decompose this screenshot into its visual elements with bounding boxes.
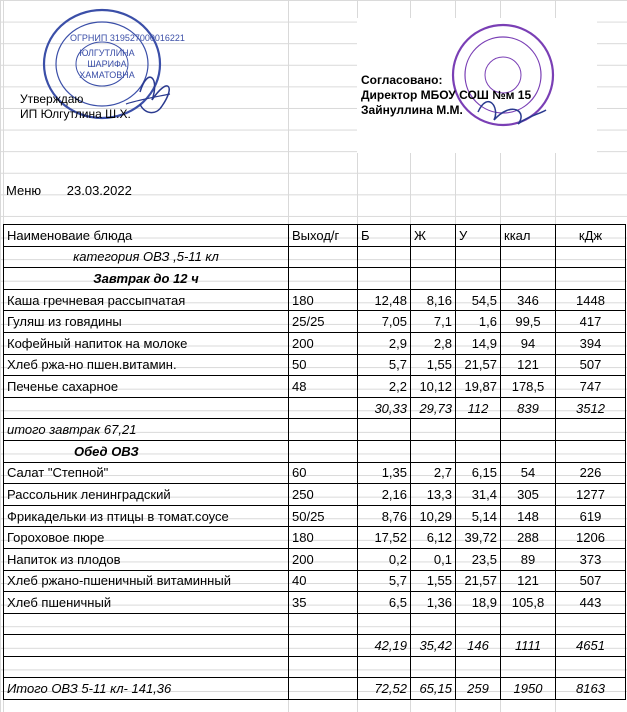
dish-b: 2,9 bbox=[358, 332, 411, 354]
dish-out: 50/25 bbox=[289, 505, 358, 527]
table-row bbox=[4, 592, 626, 614]
category-label: категория ОВЗ ,5-11 кл bbox=[4, 246, 289, 268]
dish-out: 25/25 bbox=[289, 311, 358, 333]
dish-name: Салат "Степной" bbox=[4, 462, 289, 484]
dish-zh: 13,3 bbox=[411, 484, 456, 506]
dish-kcal: 105,8 bbox=[501, 592, 556, 614]
dish-u: 5,14 bbox=[456, 505, 501, 527]
left-stamp-text: ЮЛГУТЛИНА ШАРИФА ХАМАТОВНА bbox=[79, 48, 135, 80]
total-u: 112 bbox=[456, 397, 501, 419]
dish-u: 23,5 bbox=[456, 548, 501, 570]
dish-out: 48 bbox=[289, 376, 358, 398]
dish-u: 19,87 bbox=[456, 376, 501, 398]
grand-total-kcal: 1950 bbox=[501, 678, 556, 700]
dish-zh: 10,29 bbox=[411, 505, 456, 527]
dish-zh: 8,16 bbox=[411, 289, 456, 311]
dish-name: Хлеб ржа-но пшен.витамин. bbox=[4, 354, 289, 376]
total-b: 30,33 bbox=[358, 397, 411, 419]
dish-b: 7,05 bbox=[358, 311, 411, 333]
dish-u: 21,57 bbox=[456, 354, 501, 376]
dish-u: 21,57 bbox=[456, 570, 501, 592]
dish-zh: 2,7 bbox=[411, 462, 456, 484]
menu-table bbox=[3, 224, 626, 700]
dish-kcal: 305 bbox=[501, 484, 556, 506]
right-seal-icon bbox=[448, 20, 558, 130]
total-kcal: 1111 bbox=[501, 635, 556, 657]
dish-name: Гороховое пюре bbox=[4, 527, 289, 549]
empty-row bbox=[4, 656, 626, 678]
breakfast-title: Завтрак до 12 ч bbox=[4, 268, 289, 290]
agreed-label: Согласовано: bbox=[361, 73, 443, 87]
col-header: Б bbox=[358, 225, 411, 247]
grand-total-row bbox=[4, 678, 626, 700]
total-label-row bbox=[4, 419, 626, 441]
dish-kcal: 288 bbox=[501, 527, 556, 549]
dish-u: 18,9 bbox=[456, 592, 501, 614]
dish-kcal: 94 bbox=[501, 332, 556, 354]
dish-u: 1,6 bbox=[456, 311, 501, 333]
total-u: 146 bbox=[456, 635, 501, 657]
dish-kj: 226 bbox=[556, 462, 626, 484]
totals-row bbox=[4, 397, 626, 419]
dish-b: 0,2 bbox=[358, 548, 411, 570]
dish-kj: 443 bbox=[556, 592, 626, 614]
total-kj: 4651 bbox=[556, 635, 626, 657]
menu-title bbox=[6, 183, 154, 198]
total-zh: 35,42 bbox=[411, 635, 456, 657]
dish-zh: 2,8 bbox=[411, 332, 456, 354]
dish-zh: 1,36 bbox=[411, 592, 456, 614]
dish-b: 1,35 bbox=[358, 462, 411, 484]
dish-out: 50 bbox=[289, 354, 358, 376]
dish-kj: 1206 bbox=[556, 527, 626, 549]
dish-kcal: 89 bbox=[501, 548, 556, 570]
dish-out: 250 bbox=[289, 484, 358, 506]
dish-b: 5,7 bbox=[358, 354, 411, 376]
section-row bbox=[4, 268, 626, 290]
dish-out: 180 bbox=[289, 527, 358, 549]
dish-name: Фрикадельки из птицы в томат.соусе bbox=[4, 505, 289, 527]
dish-name: Печенье сахарное bbox=[4, 376, 289, 398]
grand-total-u: 259 bbox=[456, 678, 501, 700]
dish-name: Напиток из плодов bbox=[4, 548, 289, 570]
table-row bbox=[4, 289, 626, 311]
table-row bbox=[4, 376, 626, 398]
dish-out: 60 bbox=[289, 462, 358, 484]
menu-label: Меню bbox=[6, 183, 42, 198]
dish-b: 2,2 bbox=[358, 376, 411, 398]
dish-b: 17,52 bbox=[358, 527, 411, 549]
table-row bbox=[4, 311, 626, 333]
dish-kj: 507 bbox=[556, 354, 626, 376]
dish-u: 31,4 bbox=[456, 484, 501, 506]
dish-b: 8,76 bbox=[358, 505, 411, 527]
dish-name: Гуляш из говядины bbox=[4, 311, 289, 333]
col-header: У bbox=[456, 225, 501, 247]
dish-u: 39,72 bbox=[456, 527, 501, 549]
dish-out: 35 bbox=[289, 592, 358, 614]
totals-row bbox=[4, 635, 626, 657]
col-header: Выход/г bbox=[289, 225, 358, 247]
table-row bbox=[4, 462, 626, 484]
section-row bbox=[4, 440, 626, 462]
dish-kcal: 99,5 bbox=[501, 311, 556, 333]
table-row bbox=[4, 505, 626, 527]
dish-kj: 507 bbox=[556, 570, 626, 592]
dish-kcal: 346 bbox=[501, 289, 556, 311]
grand-total-b: 72,52 bbox=[358, 678, 411, 700]
header-stamps bbox=[0, 0, 627, 175]
dish-zh: 1,55 bbox=[411, 570, 456, 592]
approve-label: Утверждаю bbox=[20, 92, 84, 106]
dish-u: 14,9 bbox=[456, 332, 501, 354]
table-row bbox=[4, 527, 626, 549]
dish-out: 200 bbox=[289, 548, 358, 570]
header-row bbox=[4, 225, 626, 247]
dish-zh: 0,1 bbox=[411, 548, 456, 570]
dish-name: Хлеб пшеничный bbox=[4, 592, 289, 614]
dish-name: Кофейный напиток на молоке bbox=[4, 332, 289, 354]
dish-u: 6,15 bbox=[456, 462, 501, 484]
grand-total-kj: 8163 bbox=[556, 678, 626, 700]
dish-out: 40 bbox=[289, 570, 358, 592]
dish-kcal: 148 bbox=[501, 505, 556, 527]
col-header: Наименоваие блюда bbox=[4, 225, 289, 247]
lunch-title: Обед ОВЗ bbox=[4, 440, 289, 462]
dish-zh: 6,12 bbox=[411, 527, 456, 549]
col-header: Ж bbox=[411, 225, 456, 247]
dish-kj: 373 bbox=[556, 548, 626, 570]
dish-name: Рассольник ленинградский bbox=[4, 484, 289, 506]
dish-out: 180 bbox=[289, 289, 358, 311]
dish-out: 200 bbox=[289, 332, 358, 354]
dish-b: 2,16 bbox=[358, 484, 411, 506]
dish-b: 6,5 bbox=[358, 592, 411, 614]
empty-row bbox=[4, 613, 626, 635]
dish-kj: 1448 bbox=[556, 289, 626, 311]
col-header: ккал bbox=[501, 225, 556, 247]
dish-name: Каша гречневая рассыпчатая bbox=[4, 289, 289, 311]
category-row bbox=[4, 246, 626, 268]
grand-total-label: Итого ОВЗ 5-11 кл- 141,36 bbox=[4, 678, 289, 700]
dish-kcal: 121 bbox=[501, 570, 556, 592]
table-row bbox=[4, 354, 626, 376]
col-header: кДж bbox=[556, 225, 626, 247]
dish-zh: 1,55 bbox=[411, 354, 456, 376]
dish-kj: 394 bbox=[556, 332, 626, 354]
dish-kcal: 121 bbox=[501, 354, 556, 376]
total-kj: 3512 bbox=[556, 397, 626, 419]
table-row bbox=[4, 548, 626, 570]
agreed-line1: Директор МБОУ СОШ №м 15 bbox=[361, 88, 532, 102]
dish-zh: 10,12 bbox=[411, 376, 456, 398]
total-zh: 29,73 bbox=[411, 397, 456, 419]
dish-zh: 7,1 bbox=[411, 311, 456, 333]
breakfast-total-label: итого завтрак 67,21 bbox=[4, 419, 289, 441]
dish-b: 12,48 bbox=[358, 289, 411, 311]
table-row bbox=[4, 484, 626, 506]
dish-b: 5,7 bbox=[358, 570, 411, 592]
total-kcal: 839 bbox=[501, 397, 556, 419]
grand-total-zh: 65,15 bbox=[411, 678, 456, 700]
dish-u: 54,5 bbox=[456, 289, 501, 311]
dish-kcal: 178,5 bbox=[501, 376, 556, 398]
table-row bbox=[4, 570, 626, 592]
dish-kcal: 54 bbox=[501, 462, 556, 484]
dish-kj: 1277 bbox=[556, 484, 626, 506]
dish-name: Хлеб ржано-пшеничный витаминный bbox=[4, 570, 289, 592]
left-stamp-ogrnip: ОГРНИП 319527000016221 bbox=[70, 33, 185, 43]
total-b: 42,19 bbox=[358, 635, 411, 657]
approve-name: ИП Юлгутлина Ш.Х. bbox=[20, 107, 131, 121]
dish-kj: 619 bbox=[556, 505, 626, 527]
dish-kj: 747 bbox=[556, 376, 626, 398]
agreed-line2: Зайнуллина М.М. bbox=[361, 103, 463, 117]
dish-kj: 417 bbox=[556, 311, 626, 333]
table-row bbox=[4, 332, 626, 354]
menu-date: 23.03.2022 bbox=[66, 183, 132, 198]
